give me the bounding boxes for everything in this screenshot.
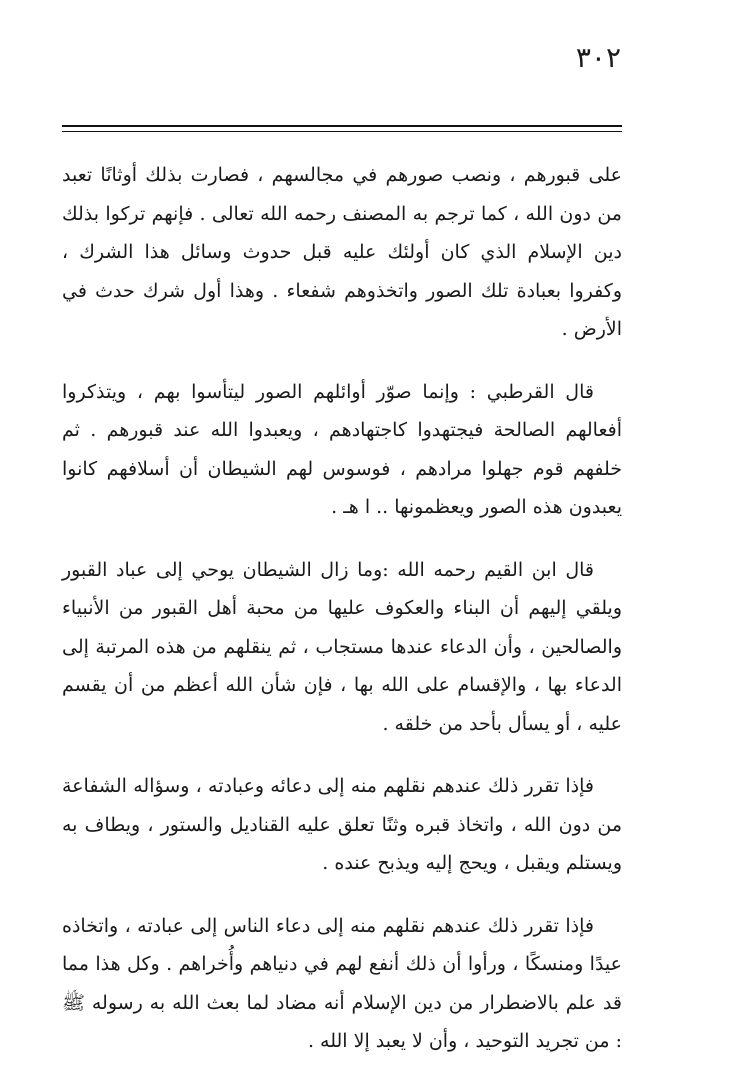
page-body [62, 156, 622, 1085]
paragraph-5: فإذا تقرر ذلك عندهم نقلهم منه إلى دعاء الناس إلى عبادته ، واتخاذه عيدًا ومنسكًا ، ورأوا أن ذلك أنفع لهم في دنياهم وأُخراهم . وكل هذا مما قد علم بالاضطرار من دين الإسلام أنه مضاد لما بعث الله به رسوله ﷺ : من تجريد التوحيد ، وأن لا يعبد إلا الله . [62, 914, 622, 1052]
paragraph-4: فإذا تقرر ذلك عندهم نقلهم منه إلى دعائه وعبادته ، وسؤاله الشفاعة من دون الله ، واتخاذ قبره وثنًا تعلق عليه القناديل والستور ، ويطاف به ويستلم ويقبل ، ويحج إليه ويذبح عنده . [62, 775, 622, 874]
paragraph-3: قال ابن القيم رحمه الله :وما زال الشيطان يوحي إلى عباد القبور ويلقي إليهم أن البناء والعكوف عليها من محبة أهل القبور من الأنبياء والصالحين ، وأن الدعاء عندها مستجاب ، ثم ينقلهم من هذه المرتبة إلى الدعاء بها ، والإقسام على الله بها ، فإن شأن الله أعظم من أن يقسم عليه ، أو يسأل بأحد من خلقه . [62, 558, 622, 735]
paragraph-1: على قبورهم ، ونصب صورهم في مجالسهم ، فصارت بذلك أوثانًا تعبد من دون الله ، كما ترجم به المصنف رحمه الله تعالى . فإنهم تركوا بذلك دين الإسلام الذي كان أولئك عليه قبل حدوث وسائل هذا الشرك ، وكفروا بعبادة تلك الصور واتخذوهم شفعاء . وهذا أول شرك حدث في الأرض . [62, 164, 622, 340]
header-rule-thin [62, 131, 622, 132]
page-number: ٣٠٢ [575, 41, 621, 74]
paragraph-2: قال القرطبي : وإنما صوّر أوائلهم الصور ليتأسوا بهم ، ويتذكروا أفعالهم الصالحة فيجتهدوا كاجتهادهم ، ويعبدوا الله عند قبورهم . ثم خلفهم قوم جهلوا مرادهم ، فوسوس لهم الشيطان أن أسلافهم كانوا يعبدون هذه الصور ويعظمونها .. ا هـ . [62, 380, 622, 518]
header-rule-thick [62, 125, 622, 127]
